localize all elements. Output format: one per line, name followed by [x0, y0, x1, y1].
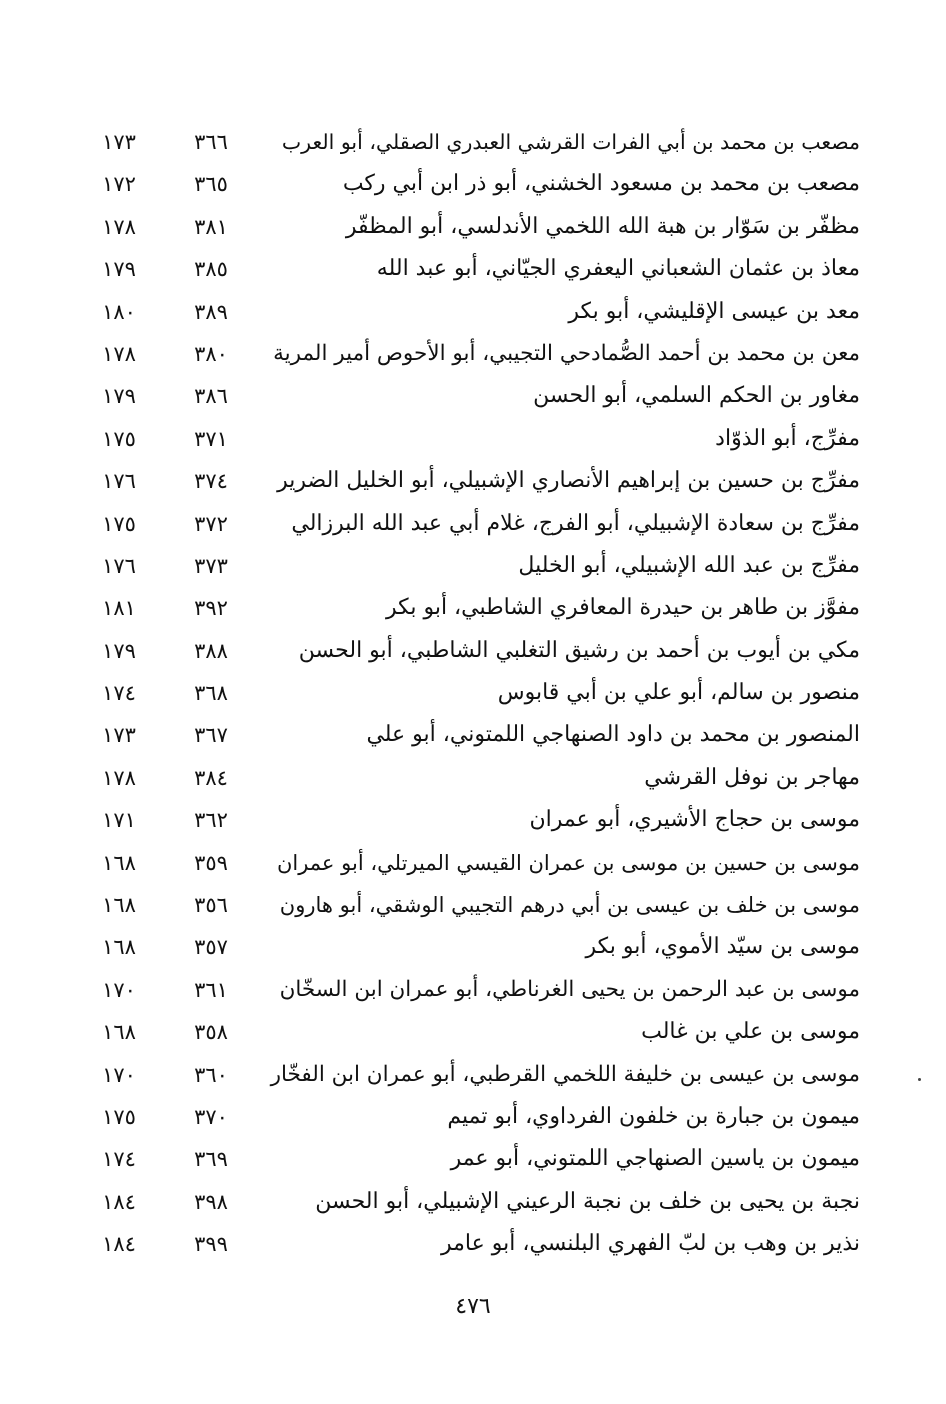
entry-name: ميمون بن ياسين الصنهاجي اللمتوني، أبو عمر	[450, 1146, 860, 1172]
name-index-list	[90, 122, 860, 1267]
entry-page-ref: ١٧٦	[102, 553, 136, 578]
index-row	[90, 207, 860, 249]
entry-number: ٣٨٥	[194, 257, 228, 282]
entry-page-ref: ١٦٨	[102, 850, 136, 875]
entry-number: ٣٨٩	[194, 299, 228, 324]
entry-name: مصعب بن محمد بن أبي الفرات القرشي العبدري الصقلي، أبو العرب	[281, 130, 860, 154]
entry-page-ref: ١٨١	[102, 596, 136, 621]
entry-name: مفرِّج بن عبد الله الإشبيلي، أبو الخليل	[518, 552, 860, 578]
entry-page-ref: ١٧٣	[102, 723, 136, 748]
entry-number: ٣٦١	[194, 977, 228, 1002]
entry-page-ref: ١٧٩	[102, 638, 136, 663]
entry-page-ref: ١٧٨	[102, 341, 136, 366]
index-row	[90, 843, 860, 885]
entry-name: موسى بن حجاج الأشيري، أبو عمران	[529, 807, 860, 833]
entry-name: مفرِّج، أبو الذوّاد	[715, 425, 860, 451]
entry-number: ٣٦٧	[194, 723, 228, 748]
index-row	[90, 504, 860, 546]
entry-name: موسى بن عبد الرحمن بن يحيى الغرناطي، أبو عمران ابن السخّان	[279, 976, 860, 1002]
entry-page-ref: ١٧٤	[102, 681, 136, 706]
scan-speck	[918, 1078, 921, 1081]
entry-page-ref: ١٧٣	[102, 130, 136, 154]
index-row	[90, 800, 860, 842]
entry-number: ٣٧٣	[194, 553, 228, 578]
entry-name: موسى بن عيسى بن خليفة اللخمي القرطبي، أبو عمران ابن الفخّار	[270, 1061, 860, 1087]
index-row	[90, 1055, 860, 1097]
entry-page-ref: ١٧٦	[102, 469, 136, 494]
page-number: ٤٧٦	[455, 1294, 491, 1319]
index-row	[90, 1097, 860, 1139]
entry-page-ref: ١٦٨	[102, 1020, 136, 1045]
index-row	[90, 249, 860, 291]
index-row	[90, 1012, 860, 1054]
entry-page-ref: ١٧٩	[102, 384, 136, 409]
entry-name: مفرِّج بن حسين بن إبراهيم الأنصاري الإشبيلي، أبو الخليل الضرير	[277, 468, 860, 494]
entry-name: المنصور بن محمد بن داود الصنهاجي اللمتوني، أبو علي	[366, 722, 860, 748]
entry-page-ref: ١٦٨	[102, 893, 136, 918]
entry-name: مصعب بن محمد بن مسعود الخشني، أبو ذر ابن أبي ركب	[342, 171, 860, 197]
entry-name: مكي بن أيوب بن أحمد بن رشيق التغلبي الشاطبي، أبو الحسن	[298, 637, 860, 663]
entry-number: ٣٧٠	[194, 1104, 228, 1129]
entry-name: موسى بن حسين بن موسى بن عمران القيسي الميرتلي، أبو عمران	[276, 850, 860, 875]
entry-number: ٣٩٢	[194, 596, 228, 621]
entry-number: ٣٦٨	[194, 681, 228, 706]
index-row	[90, 927, 860, 969]
index-row	[90, 376, 860, 418]
entry-page-ref: ١٧٥	[102, 511, 136, 536]
entry-page-ref: ١٨٠	[102, 299, 136, 324]
entry-name: معن بن محمد بن أحمد الصُّمادحي التجيبي، أبو الأحوص أمير المرية	[273, 340, 860, 366]
entry-number: ٣٥٦	[194, 893, 228, 918]
entry-name: موسى بن خلف بن عيسى بن أبي درهم التجيبي الوشقي، أبو هارون	[279, 893, 860, 918]
entry-number: ٣٧٤	[194, 469, 228, 494]
entry-number: ٣٧٢	[194, 511, 228, 536]
index-row	[90, 334, 860, 376]
entry-name: معد بن عيسى الإقليشي، أبو بكر	[568, 298, 860, 324]
index-row	[90, 122, 860, 164]
entry-page-ref: ١٧٥	[102, 1104, 136, 1129]
entry-number: ٣٨٤	[194, 765, 228, 790]
index-row	[90, 461, 860, 503]
entry-number: ٣٦٠	[194, 1062, 228, 1087]
entry-page-ref: ١٧٤	[102, 1147, 136, 1172]
index-row	[90, 1139, 860, 1181]
index-row	[90, 758, 860, 800]
entry-page-ref: ١٧١	[102, 808, 136, 833]
index-row	[90, 546, 860, 588]
index-row	[90, 292, 860, 334]
entry-name: موسى بن علي بن غالب	[641, 1019, 860, 1045]
entry-name: منصور بن سالم، أبو علي بن أبي قابوس	[497, 680, 860, 706]
entry-page-ref: ١٨٤	[102, 1189, 136, 1214]
entry-page-ref: ١٧٠	[102, 977, 136, 1002]
entry-name: مغاور بن الحكم السلمي، أبو الحسن	[533, 383, 860, 409]
index-row	[90, 1182, 860, 1224]
entry-name: ميمون بن جبارة بن خلفون الفرداوي، أبو تميم	[447, 1103, 860, 1129]
entry-name: نجبة بن يحيى بن خلف بن نجبة الرعيني الإشبيلي، أبو الحسن	[315, 1188, 860, 1214]
entry-name: مفوَّز بن طاهر بن حيدرة المعافري الشاطبي، أبو بكر	[386, 595, 860, 621]
entry-page-ref: ١٧٢	[102, 172, 136, 197]
entry-page-ref: ١٧٠	[102, 1062, 136, 1087]
index-row	[90, 164, 860, 206]
entry-number: ٣٨١	[194, 214, 228, 239]
entry-page-ref: ١٧٨	[102, 765, 136, 790]
entry-number: ٣٩٩	[194, 1232, 228, 1257]
entry-number: ٣٥٧	[194, 935, 228, 960]
entry-number: ٣٨٨	[194, 638, 228, 663]
index-row	[90, 631, 860, 673]
entry-number: ٣٦٥	[194, 172, 228, 197]
entry-name: معاذ بن عثمان الشعباني اليعفري الجيّاني، أبو عبد الله	[376, 256, 860, 282]
entry-number: ٣٥٨	[194, 1020, 228, 1045]
entry-page-ref: ١٧٥	[102, 426, 136, 451]
entry-name: مهاجر بن نوفل القرشي	[644, 764, 860, 790]
entry-page-ref: ١٦٨	[102, 935, 136, 960]
index-row	[90, 970, 860, 1012]
index-row	[90, 419, 860, 461]
index-row	[90, 673, 860, 715]
entry-name: موسى بن سيّد الأموي، أبو بكر	[585, 934, 860, 960]
entry-name: مظفّر بن سَوّار بن هبة الله اللخمي الأندلسي، أبو المظفّر	[345, 213, 860, 239]
entry-name: مفرِّج بن سعادة الإشبيلي، أبو الفرج، غلام أبي عبد الله البرزالي	[291, 510, 860, 536]
entry-number: ٣٨٠	[194, 341, 228, 366]
entry-page-ref: ١٧٨	[102, 214, 136, 239]
entry-number: ٣٥٩	[194, 850, 228, 875]
index-row	[90, 1224, 860, 1266]
entry-number: ٣٩٨	[194, 1189, 228, 1214]
index-row	[90, 885, 860, 927]
entry-number: ٣٨٦	[194, 384, 228, 409]
entry-page-ref: ١٧٩	[102, 257, 136, 282]
entry-number: ٣٦٩	[194, 1147, 228, 1172]
entry-page-ref: ١٨٤	[102, 1232, 136, 1257]
index-row	[90, 715, 860, 757]
entry-number: ٣٦٢	[194, 808, 228, 833]
entry-number: ٣٧١	[194, 426, 228, 451]
entry-number: ٣٦٦	[194, 130, 228, 154]
entry-name: نذير بن وهب بن لبّ الفهري البلنسي، أبو عامر	[441, 1231, 860, 1257]
index-row	[90, 588, 860, 630]
